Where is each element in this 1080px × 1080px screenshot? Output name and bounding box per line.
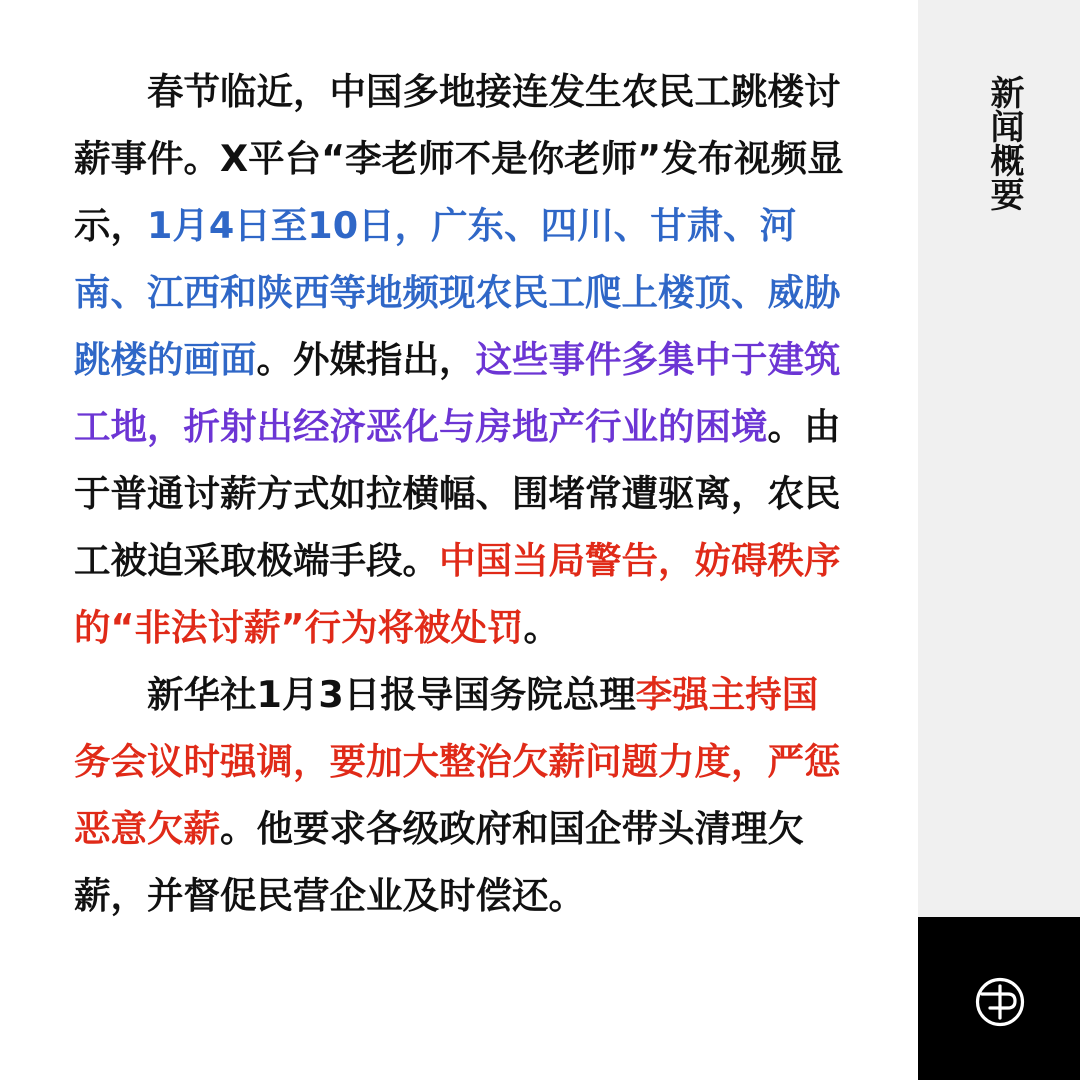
- text-segment: 新华社1月3日报导国务院总理: [147, 673, 636, 716]
- news-summary-article: [74, 58, 844, 929]
- text-segment: 春节临近，中国多地接连发生农民工跳楼讨薪事件。X平台“李老师不是你老师”发布视频显示，: [74, 70, 844, 247]
- text-segment: 。他要求各级政府和国企带头清理欠薪，并督促民营企业及时偿还。: [74, 807, 804, 917]
- highlight-red: 中国当局警告，妨碍秩序的“非法讨薪”行为将被处罚: [74, 539, 841, 649]
- right-sidebar: [918, 0, 1080, 917]
- highlight-red: 李强主持国务会议时强调，要加大整治欠薪问题力度，严惩恶意欠薪: [74, 673, 841, 850]
- section-title: 新闻概要: [984, 75, 1024, 211]
- text-segment: 。外媒指出，: [256, 338, 476, 381]
- highlight-purple: 这些事件多集中于建筑工地，折射出经济恶化与房地产行业的困境: [74, 338, 841, 448]
- paragraph-1: [74, 58, 844, 661]
- paragraph-2: [74, 661, 844, 929]
- text-segment: 。: [523, 606, 560, 649]
- text-segment: 。由于普通讨薪方式如拉横幅、围堵常遭驱离，农民工被迫采取极端手段。: [74, 405, 841, 582]
- circular-brand-logo-icon: [972, 974, 1028, 1030]
- brand-logo-block: [918, 917, 1080, 1080]
- highlight-blue: 1月4日至10日，广东、四川、甘肃、河南、江西和陕西等地频现农民工爬上楼顶、威胁跳楼的画面: [74, 204, 841, 381]
